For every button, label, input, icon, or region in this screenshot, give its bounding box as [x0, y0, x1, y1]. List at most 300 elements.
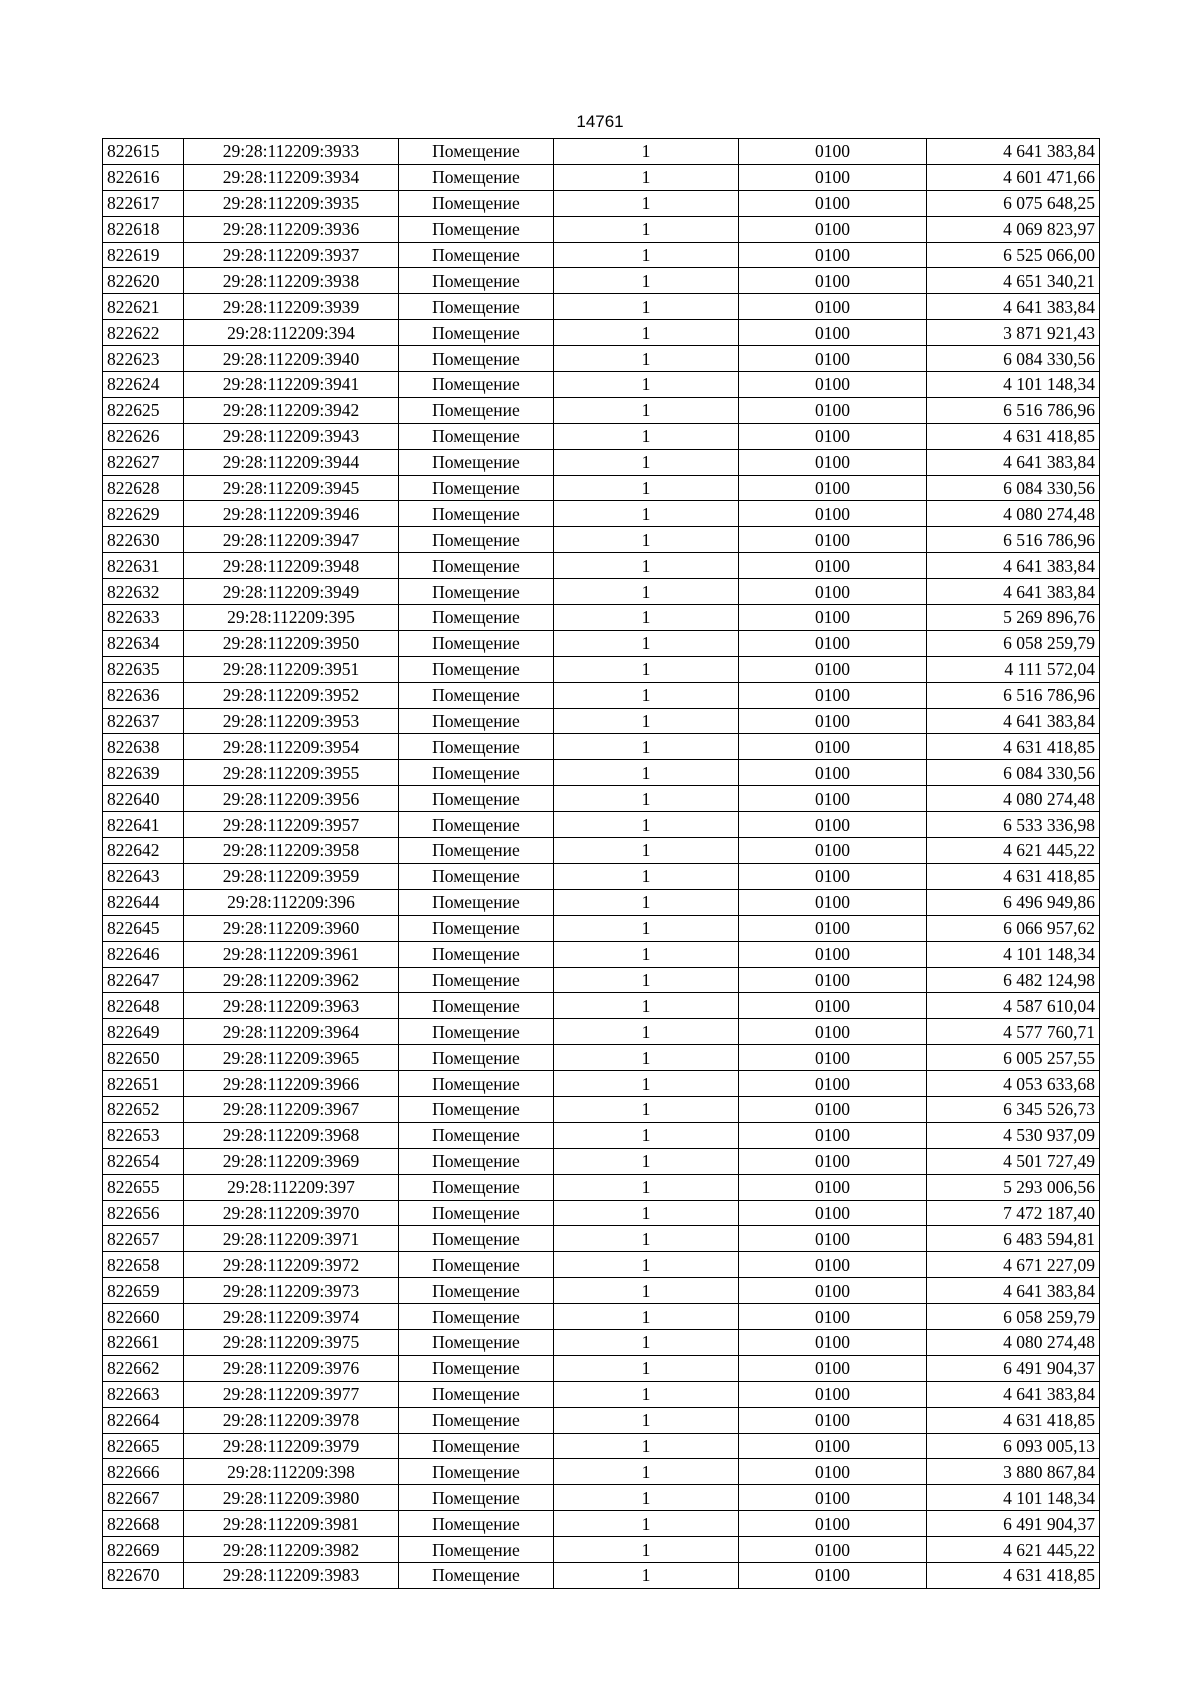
quantity-cell: 1	[554, 1200, 739, 1226]
cadastral-value-cell: 4 621 445,22	[927, 838, 1100, 864]
code-cell: 0100	[739, 1485, 927, 1511]
quantity-cell: 1	[554, 605, 739, 631]
table-row	[103, 967, 1100, 993]
table-row	[103, 164, 1100, 190]
table-row	[103, 1174, 1100, 1200]
object-type-cell: Помещение	[399, 915, 554, 941]
table-row	[103, 1278, 1100, 1304]
cadastral-value-cell: 6 483 594,81	[927, 1226, 1100, 1252]
cadastral-number-cell: 29:28:112209:3982	[184, 1537, 399, 1563]
cadastral-number-cell: 29:28:112209:3936	[184, 216, 399, 242]
cadastral-value-cell: 5 293 006,56	[927, 1174, 1100, 1200]
table-row	[103, 1355, 1100, 1381]
cadastral-number-cell: 29:28:112209:3972	[184, 1252, 399, 1278]
quantity-cell: 1	[554, 1304, 739, 1330]
cadastral-value-cell: 6 093 005,13	[927, 1433, 1100, 1459]
cadastral-value-cell: 6 058 259,79	[927, 1304, 1100, 1330]
code-cell: 0100	[739, 1200, 927, 1226]
row-number-cell: 822669	[103, 1537, 184, 1563]
cadastral-value-cell: 7 472 187,40	[927, 1200, 1100, 1226]
cadastral-value-cell: 4 641 383,84	[927, 579, 1100, 605]
cadastral-number-cell: 29:28:112209:3956	[184, 786, 399, 812]
table-row	[103, 449, 1100, 475]
cadastral-number-cell: 29:28:112209:3947	[184, 527, 399, 553]
row-number-cell: 822627	[103, 449, 184, 475]
cadastral-value-table	[102, 138, 1100, 1589]
quantity-cell: 1	[554, 268, 739, 294]
row-number-cell: 822623	[103, 346, 184, 372]
object-type-cell: Помещение	[399, 475, 554, 501]
cadastral-number-cell: 29:28:112209:3967	[184, 1096, 399, 1122]
object-type-cell: Помещение	[399, 423, 554, 449]
quantity-cell: 1	[554, 630, 739, 656]
code-cell: 0100	[739, 915, 927, 941]
object-type-cell: Помещение	[399, 1459, 554, 1485]
table-row	[103, 501, 1100, 527]
cadastral-number-cell: 29:28:112209:3961	[184, 941, 399, 967]
quantity-cell: 1	[554, 993, 739, 1019]
table-row	[103, 1511, 1100, 1537]
quantity-cell: 1	[554, 812, 739, 838]
object-type-cell: Помещение	[399, 553, 554, 579]
row-number-cell: 822622	[103, 320, 184, 346]
quantity-cell: 1	[554, 1148, 739, 1174]
cadastral-value-cell: 6 516 786,96	[927, 397, 1100, 423]
quantity-cell: 1	[554, 915, 739, 941]
quantity-cell: 1	[554, 164, 739, 190]
code-cell: 0100	[739, 760, 927, 786]
object-type-cell: Помещение	[399, 1329, 554, 1355]
cadastral-number-cell: 29:28:112209:3981	[184, 1511, 399, 1537]
cadastral-value-cell: 4 621 445,22	[927, 1537, 1100, 1563]
quantity-cell: 1	[554, 1226, 739, 1252]
code-cell: 0100	[739, 838, 927, 864]
row-number-cell: 822618	[103, 216, 184, 242]
cadastral-value-cell: 4 641 383,84	[927, 1278, 1100, 1304]
cadastral-value-cell: 6 516 786,96	[927, 527, 1100, 553]
object-type-cell: Помещение	[399, 967, 554, 993]
object-type-cell: Помещение	[399, 139, 554, 165]
code-cell: 0100	[739, 812, 927, 838]
quantity-cell: 1	[554, 216, 739, 242]
cadastral-value-cell: 4 641 383,84	[927, 553, 1100, 579]
code-cell: 0100	[739, 139, 927, 165]
quantity-cell: 1	[554, 346, 739, 372]
code-cell: 0100	[739, 1019, 927, 1045]
cadastral-number-cell: 29:28:112209:3939	[184, 294, 399, 320]
cadastral-number-cell: 29:28:112209:3979	[184, 1433, 399, 1459]
object-type-cell: Помещение	[399, 1045, 554, 1071]
table-row	[103, 1148, 1100, 1174]
object-type-cell: Помещение	[399, 1304, 554, 1330]
code-cell: 0100	[739, 1122, 927, 1148]
row-number-cell: 822651	[103, 1071, 184, 1097]
table-row	[103, 889, 1100, 915]
cadastral-number-cell: 29:28:112209:3980	[184, 1485, 399, 1511]
cadastral-number-cell: 29:28:112209:398	[184, 1459, 399, 1485]
object-type-cell: Помещение	[399, 1122, 554, 1148]
quantity-cell: 1	[554, 1562, 739, 1588]
row-number-cell: 822646	[103, 941, 184, 967]
table-row	[103, 1459, 1100, 1485]
row-number-cell: 822639	[103, 760, 184, 786]
cadastral-value-cell: 6 084 330,56	[927, 475, 1100, 501]
cadastral-value-cell: 6 005 257,55	[927, 1045, 1100, 1071]
cadastral-number-cell: 29:28:112209:3942	[184, 397, 399, 423]
quantity-cell: 1	[554, 1407, 739, 1433]
cadastral-value-cell: 6 084 330,56	[927, 346, 1100, 372]
cadastral-number-cell: 29:28:112209:3957	[184, 812, 399, 838]
quantity-cell: 1	[554, 682, 739, 708]
cadastral-value-cell: 4 641 383,84	[927, 708, 1100, 734]
row-number-cell: 822658	[103, 1252, 184, 1278]
cadastral-number-cell: 29:28:112209:3933	[184, 139, 399, 165]
object-type-cell: Помещение	[399, 941, 554, 967]
table-row	[103, 579, 1100, 605]
code-cell: 0100	[739, 372, 927, 398]
cadastral-value-cell: 4 101 148,34	[927, 372, 1100, 398]
cadastral-value-cell: 4 080 274,48	[927, 786, 1100, 812]
cadastral-value-cell: 4 641 383,84	[927, 1381, 1100, 1407]
object-type-cell: Помещение	[399, 1148, 554, 1174]
object-type-cell: Помещение	[399, 294, 554, 320]
object-type-cell: Помещение	[399, 605, 554, 631]
table-row	[103, 242, 1100, 268]
row-number-cell: 822645	[103, 915, 184, 941]
cadastral-value-cell: 4 587 610,04	[927, 993, 1100, 1019]
code-cell: 0100	[739, 1045, 927, 1071]
table-row	[103, 190, 1100, 216]
table-row	[103, 1019, 1100, 1045]
code-cell: 0100	[739, 268, 927, 294]
row-number-cell: 822661	[103, 1329, 184, 1355]
object-type-cell: Помещение	[399, 1200, 554, 1226]
cadastral-value-cell: 6 491 904,37	[927, 1355, 1100, 1381]
quantity-cell: 1	[554, 1459, 739, 1485]
cadastral-value-cell: 4 111 572,04	[927, 656, 1100, 682]
table-row	[103, 1433, 1100, 1459]
object-type-cell: Помещение	[399, 1511, 554, 1537]
cadastral-number-cell: 29:28:112209:3937	[184, 242, 399, 268]
code-cell: 0100	[739, 527, 927, 553]
object-type-cell: Помещение	[399, 630, 554, 656]
quantity-cell: 1	[554, 734, 739, 760]
cadastral-value-cell: 4 601 471,66	[927, 164, 1100, 190]
cadastral-value-cell: 4 671 227,09	[927, 1252, 1100, 1278]
row-number-cell: 822649	[103, 1019, 184, 1045]
cadastral-value-cell: 4 651 340,21	[927, 268, 1100, 294]
quantity-cell: 1	[554, 967, 739, 993]
table-row	[103, 863, 1100, 889]
row-number-cell: 822668	[103, 1511, 184, 1537]
cadastral-number-cell: 29:28:112209:3941	[184, 372, 399, 398]
quantity-cell: 1	[554, 1252, 739, 1278]
row-number-cell: 822620	[103, 268, 184, 294]
row-number-cell: 822662	[103, 1355, 184, 1381]
quantity-cell: 1	[554, 1122, 739, 1148]
object-type-cell: Помещение	[399, 1407, 554, 1433]
row-number-cell: 822617	[103, 190, 184, 216]
code-cell: 0100	[739, 786, 927, 812]
row-number-cell: 822659	[103, 1278, 184, 1304]
table-row	[103, 656, 1100, 682]
object-type-cell: Помещение	[399, 346, 554, 372]
code-cell: 0100	[739, 1304, 927, 1330]
object-type-cell: Помещение	[399, 372, 554, 398]
cadastral-number-cell: 29:28:112209:3975	[184, 1329, 399, 1355]
cadastral-number-cell: 29:28:112209:3955	[184, 760, 399, 786]
cadastral-number-cell: 29:28:112209:3983	[184, 1562, 399, 1588]
cadastral-number-cell: 29:28:112209:3962	[184, 967, 399, 993]
table-row	[103, 268, 1100, 294]
cadastral-value-cell: 6 345 526,73	[927, 1096, 1100, 1122]
quantity-cell: 1	[554, 760, 739, 786]
code-cell: 0100	[739, 967, 927, 993]
table-row	[103, 527, 1100, 553]
object-type-cell: Помещение	[399, 1537, 554, 1563]
cadastral-number-cell: 29:28:112209:3976	[184, 1355, 399, 1381]
table-row	[103, 397, 1100, 423]
cadastral-value-cell: 6 084 330,56	[927, 760, 1100, 786]
table-row	[103, 1537, 1100, 1563]
code-cell: 0100	[739, 708, 927, 734]
code-cell: 0100	[739, 1355, 927, 1381]
row-number-cell: 822641	[103, 812, 184, 838]
cadastral-number-cell: 29:28:112209:3946	[184, 501, 399, 527]
cadastral-number-cell: 29:28:112209:3970	[184, 1200, 399, 1226]
table-row	[103, 423, 1100, 449]
row-number-cell: 822630	[103, 527, 184, 553]
quantity-cell: 1	[554, 553, 739, 579]
quantity-cell: 1	[554, 294, 739, 320]
object-type-cell: Помещение	[399, 190, 554, 216]
table-row	[103, 1252, 1100, 1278]
row-number-cell: 822657	[103, 1226, 184, 1252]
row-number-cell: 822642	[103, 838, 184, 864]
cadastral-number-cell: 29:28:112209:3940	[184, 346, 399, 372]
code-cell: 0100	[739, 1278, 927, 1304]
quantity-cell: 1	[554, 579, 739, 605]
object-type-cell: Помещение	[399, 734, 554, 760]
code-cell: 0100	[739, 1071, 927, 1097]
quantity-cell: 1	[554, 786, 739, 812]
code-cell: 0100	[739, 656, 927, 682]
cadastral-value-cell: 3 871 921,43	[927, 320, 1100, 346]
table-row	[103, 139, 1100, 165]
table-row	[103, 346, 1100, 372]
quantity-cell: 1	[554, 372, 739, 398]
code-cell: 0100	[739, 190, 927, 216]
quantity-cell: 1	[554, 1019, 739, 1045]
table-row	[103, 1304, 1100, 1330]
cadastral-number-cell: 29:28:112209:3951	[184, 656, 399, 682]
code-cell: 0100	[739, 734, 927, 760]
row-number-cell: 822635	[103, 656, 184, 682]
object-type-cell: Помещение	[399, 501, 554, 527]
code-cell: 0100	[739, 346, 927, 372]
object-type-cell: Помещение	[399, 993, 554, 1019]
row-number-cell: 822647	[103, 967, 184, 993]
quantity-cell: 1	[554, 1174, 739, 1200]
cadastral-number-cell: 29:28:112209:396	[184, 889, 399, 915]
code-cell: 0100	[739, 1459, 927, 1485]
code-cell: 0100	[739, 863, 927, 889]
cadastral-value-cell: 6 482 124,98	[927, 967, 1100, 993]
cadastral-number-cell: 29:28:112209:3934	[184, 164, 399, 190]
cadastral-number-cell: 29:28:112209:3953	[184, 708, 399, 734]
table-row	[103, 682, 1100, 708]
code-cell: 0100	[739, 164, 927, 190]
row-number-cell: 822637	[103, 708, 184, 734]
quantity-cell: 1	[554, 320, 739, 346]
code-cell: 0100	[739, 1407, 927, 1433]
object-type-cell: Помещение	[399, 320, 554, 346]
cadastral-value-cell: 4 501 727,49	[927, 1148, 1100, 1174]
code-cell: 0100	[739, 449, 927, 475]
object-type-cell: Помещение	[399, 863, 554, 889]
row-number-cell: 822650	[103, 1045, 184, 1071]
row-number-cell: 822621	[103, 294, 184, 320]
quantity-cell: 1	[554, 475, 739, 501]
cadastral-value-cell: 4 080 274,48	[927, 1329, 1100, 1355]
quantity-cell: 1	[554, 423, 739, 449]
table-row	[103, 708, 1100, 734]
code-cell: 0100	[739, 1562, 927, 1588]
cadastral-value-cell: 4 641 383,84	[927, 449, 1100, 475]
object-type-cell: Помещение	[399, 1433, 554, 1459]
object-type-cell: Помещение	[399, 1071, 554, 1097]
cadastral-value-cell: 4 069 823,97	[927, 216, 1100, 242]
row-number-cell: 822666	[103, 1459, 184, 1485]
object-type-cell: Помещение	[399, 449, 554, 475]
cadastral-number-cell: 29:28:112209:3943	[184, 423, 399, 449]
quantity-cell: 1	[554, 1511, 739, 1537]
code-cell: 0100	[739, 1511, 927, 1537]
quantity-cell: 1	[554, 1485, 739, 1511]
row-number-cell: 822631	[103, 553, 184, 579]
cadastral-number-cell: 29:28:112209:3945	[184, 475, 399, 501]
table-row	[103, 812, 1100, 838]
row-number-cell: 822625	[103, 397, 184, 423]
cadastral-number-cell: 29:28:112209:3954	[184, 734, 399, 760]
cadastral-value-cell: 4 101 148,34	[927, 1485, 1100, 1511]
quantity-cell: 1	[554, 527, 739, 553]
code-cell: 0100	[739, 993, 927, 1019]
object-type-cell: Помещение	[399, 1226, 554, 1252]
cadastral-number-cell: 29:28:112209:3965	[184, 1045, 399, 1071]
code-cell: 0100	[739, 501, 927, 527]
code-cell: 0100	[739, 941, 927, 967]
cadastral-number-cell: 29:28:112209:3949	[184, 579, 399, 605]
table-row	[103, 1407, 1100, 1433]
code-cell: 0100	[739, 1381, 927, 1407]
row-number-cell: 822636	[103, 682, 184, 708]
code-cell: 0100	[739, 1329, 927, 1355]
cadastral-value-cell: 6 533 336,98	[927, 812, 1100, 838]
code-cell: 0100	[739, 423, 927, 449]
table-row	[103, 760, 1100, 786]
cadastral-number-cell: 29:28:112209:3971	[184, 1226, 399, 1252]
row-number-cell: 822643	[103, 863, 184, 889]
row-number-cell: 822665	[103, 1433, 184, 1459]
cadastral-number-cell: 29:28:112209:3978	[184, 1407, 399, 1433]
table-row	[103, 1096, 1100, 1122]
table-row	[103, 1381, 1100, 1407]
code-cell: 0100	[739, 397, 927, 423]
object-type-cell: Помещение	[399, 656, 554, 682]
quantity-cell: 1	[554, 1329, 739, 1355]
row-number-cell: 822648	[103, 993, 184, 1019]
quantity-cell: 1	[554, 1045, 739, 1071]
row-number-cell: 822629	[103, 501, 184, 527]
cadastral-value-cell: 6 516 786,96	[927, 682, 1100, 708]
cadastral-number-cell: 29:28:112209:395	[184, 605, 399, 631]
code-cell: 0100	[739, 294, 927, 320]
quantity-cell: 1	[554, 397, 739, 423]
code-cell: 0100	[739, 1148, 927, 1174]
quantity-cell: 1	[554, 1096, 739, 1122]
cadastral-number-cell: 29:28:112209:3950	[184, 630, 399, 656]
object-type-cell: Помещение	[399, 397, 554, 423]
cadastral-number-cell: 29:28:112209:3973	[184, 1278, 399, 1304]
cadastral-value-cell: 6 058 259,79	[927, 630, 1100, 656]
object-type-cell: Помещение	[399, 838, 554, 864]
table-row	[103, 1329, 1100, 1355]
cadastral-number-cell: 29:28:112209:3960	[184, 915, 399, 941]
code-cell: 0100	[739, 682, 927, 708]
object-type-cell: Помещение	[399, 216, 554, 242]
cadastral-number-cell: 29:28:112209:3952	[184, 682, 399, 708]
table-row	[103, 993, 1100, 1019]
quantity-cell: 1	[554, 1071, 739, 1097]
quantity-cell: 1	[554, 139, 739, 165]
row-number-cell: 822654	[103, 1148, 184, 1174]
row-number-cell: 822667	[103, 1485, 184, 1511]
table-row	[103, 372, 1100, 398]
cadastral-value-cell: 6 075 648,25	[927, 190, 1100, 216]
cadastral-number-cell: 29:28:112209:3974	[184, 1304, 399, 1330]
row-number-cell: 822660	[103, 1304, 184, 1330]
row-number-cell: 822632	[103, 579, 184, 605]
cadastral-number-cell: 29:28:112209:3935	[184, 190, 399, 216]
row-number-cell: 822633	[103, 605, 184, 631]
cadastral-value-cell: 6 496 949,86	[927, 889, 1100, 915]
row-number-cell: 822616	[103, 164, 184, 190]
object-type-cell: Помещение	[399, 1562, 554, 1588]
code-cell: 0100	[739, 1252, 927, 1278]
quantity-cell: 1	[554, 889, 739, 915]
table-row	[103, 838, 1100, 864]
object-type-cell: Помещение	[399, 1174, 554, 1200]
quantity-cell: 1	[554, 863, 739, 889]
cadastral-value-cell: 4 530 937,09	[927, 1122, 1100, 1148]
cadastral-value-cell: 4 641 383,84	[927, 294, 1100, 320]
code-cell: 0100	[739, 242, 927, 268]
row-number-cell: 822628	[103, 475, 184, 501]
cadastral-value-cell: 6 491 904,37	[927, 1511, 1100, 1537]
row-number-cell: 822634	[103, 630, 184, 656]
cadastral-number-cell: 29:28:112209:3938	[184, 268, 399, 294]
table-row	[103, 734, 1100, 760]
cadastral-number-cell: 29:28:112209:3969	[184, 1148, 399, 1174]
code-cell: 0100	[739, 630, 927, 656]
quantity-cell: 1	[554, 1381, 739, 1407]
cadastral-number-cell: 29:28:112209:3963	[184, 993, 399, 1019]
object-type-cell: Помещение	[399, 889, 554, 915]
quantity-cell: 1	[554, 838, 739, 864]
object-type-cell: Помещение	[399, 682, 554, 708]
table-row	[103, 1122, 1100, 1148]
